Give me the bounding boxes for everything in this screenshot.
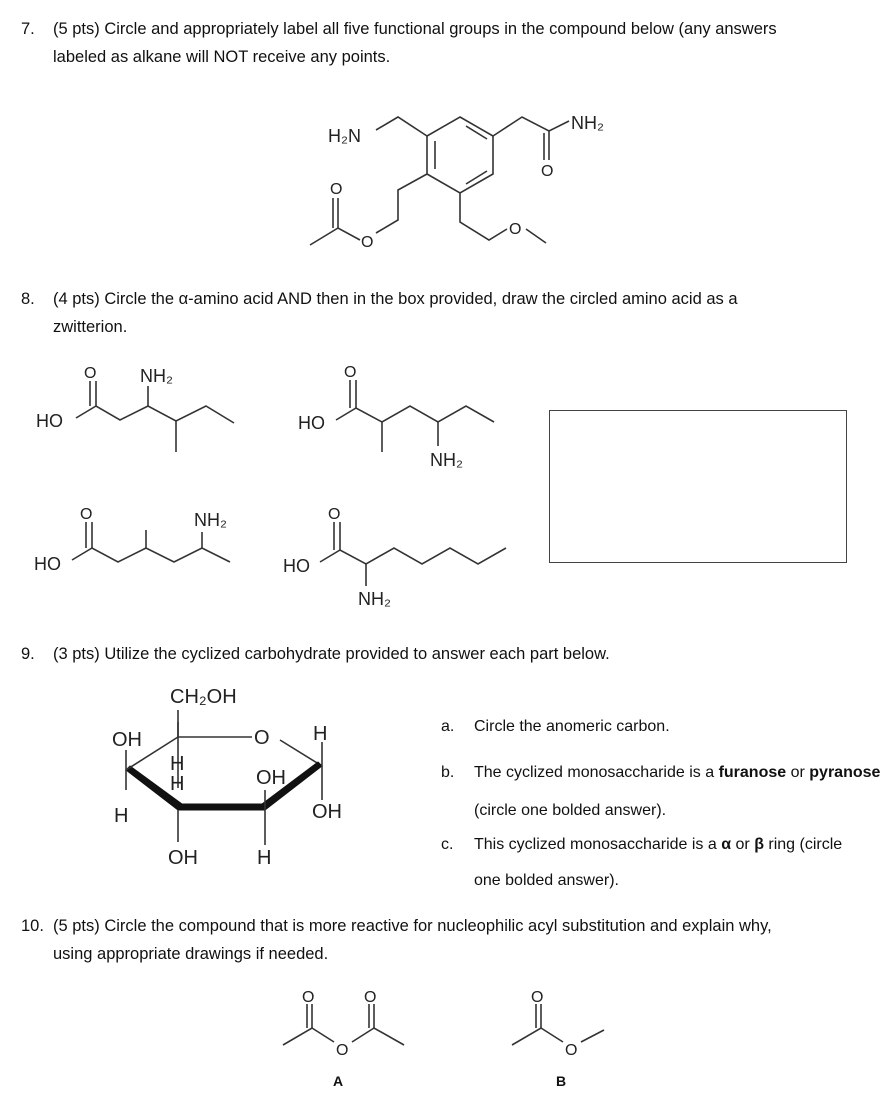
h-label: H	[170, 753, 185, 775]
part-text-post: (circle one bolded answer).	[474, 802, 667, 819]
oh-label: OH	[168, 847, 198, 869]
bridging-o: O	[336, 1042, 349, 1059]
part-text-pre: The cyclized monosaccharide is a	[474, 764, 719, 781]
part-letter: b.	[441, 764, 455, 781]
part-text-pre: This cyclized monosaccharide is a	[474, 836, 722, 853]
ho-label: HO	[283, 556, 310, 576]
amide-nh2-label: NH₂	[571, 113, 604, 133]
part-text-post: ring (circle one bolded answer).	[474, 836, 843, 889]
part-text: Circle the anomeric carbon.	[474, 718, 670, 735]
carbonyl-o: O	[302, 989, 315, 1006]
nh2-label: NH₂	[194, 510, 227, 530]
question-number: 8.	[21, 290, 35, 308]
question-text-line-2: zwitterion.	[53, 318, 128, 336]
compound-b-label[interactable]: B	[556, 1073, 567, 1089]
ester-carbonyl-o: O	[330, 181, 343, 198]
nh2-label: NH₂	[358, 589, 391, 609]
nh2-label: NH₂	[140, 366, 173, 386]
oh-label: OH	[256, 767, 286, 789]
h-label: H	[313, 723, 328, 745]
carbonyl-o: O	[531, 989, 544, 1006]
question-text-line-2: using appropriate drawings if needed.	[53, 945, 329, 963]
furanose-option[interactable]: furanose	[718, 764, 787, 781]
alpha-option[interactable]: α	[721, 836, 732, 853]
oh-label: OH	[112, 729, 142, 751]
part-letter: c.	[441, 836, 454, 853]
amide-carbonyl-o: O	[541, 163, 554, 180]
ho-label: HO	[36, 411, 63, 431]
ch2oh-label: CH₂OH	[170, 686, 237, 708]
pyranose-option[interactable]: pyranose	[809, 764, 881, 781]
carbonyl-o: O	[80, 506, 93, 523]
ester-o: O	[565, 1042, 578, 1059]
h-label: H	[170, 773, 185, 795]
question-text-line-2: labeled as alkane will NOT receive any points.	[53, 48, 391, 66]
question-text-line-1: (5 pts) Circle the compound that is more reactive for nucleophilic acyl substitution and explain why,	[53, 917, 772, 935]
part-text-or: or	[731, 836, 755, 853]
question-text-line-1: (5 pts) Circle and appropriately label all five functional groups in the compound below (any answers	[53, 20, 777, 38]
beta-option[interactable]: β	[754, 836, 764, 853]
ho-label: HO	[298, 413, 325, 433]
carbonyl-o: O	[364, 989, 377, 1006]
question-number: 9.	[21, 645, 35, 663]
question-text-line-1: (3 pts) Utilize the cyclized carbohydrate provided to answer each part below.	[53, 645, 610, 663]
oh-label: OH	[312, 801, 342, 823]
nh2-label: NH₂	[430, 450, 463, 470]
part-letter: a.	[441, 718, 455, 735]
ring-oxygen: O	[254, 727, 270, 749]
question-text-line-1: (4 pts) Circle the α-amino acid AND then in the box provided, draw the circled amino acid as a	[53, 290, 738, 308]
h-label: H	[257, 847, 272, 869]
question-number: 7.	[21, 20, 35, 38]
h-label: H	[114, 805, 129, 827]
part-text-or: or	[786, 764, 810, 781]
compound-a-label[interactable]: A	[333, 1073, 344, 1089]
ester-o: O	[361, 234, 374, 251]
carbonyl-o: O	[84, 365, 97, 382]
ether-o: O	[509, 221, 522, 238]
carbonyl-o: O	[328, 506, 341, 523]
carbonyl-o: O	[344, 364, 357, 381]
ho-label: HO	[34, 554, 61, 574]
question-number: 10.	[21, 917, 44, 935]
amine-label: H₂N	[328, 126, 361, 146]
